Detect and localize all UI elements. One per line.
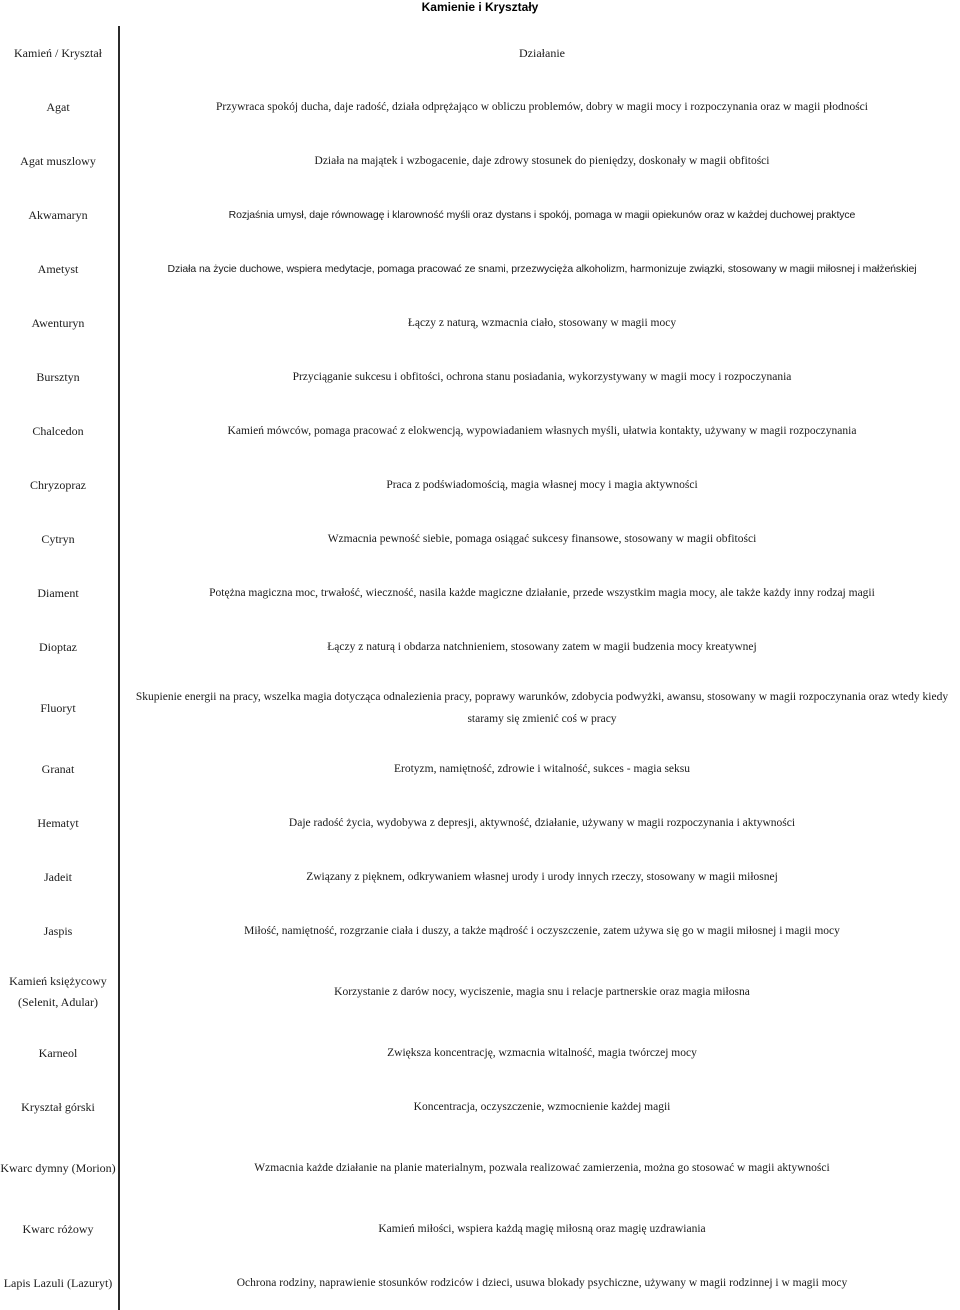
table-row [0,566,960,620]
stone-name: Cytryn [41,531,75,546]
page-title: Kamienie i Kryształy [421,0,539,14]
stone-effect: Kamień miłości, wspiera każdą magię miłosną oraz magię uzdrawiania [378,1223,706,1235]
table-row [0,350,960,404]
stone-effect: Korzystanie z darów nocy, wyciszenie, magia snu i relacje partnerskie oraz magia miłosna [334,986,750,998]
stone-effect: Związany z pięknem, odkrywaniem własnej urody i urody innych rzeczy, stosowany w magii miłosnej [306,871,778,883]
stone-effect: Praca z podświadomością, magia własnej mocy i magia aktywności [386,479,698,491]
table-row [0,458,960,512]
table-row [0,1026,960,1080]
table-row [0,1256,960,1310]
table-row [0,1080,960,1134]
table-row [0,742,960,796]
stone-name: Jadeit [44,869,72,884]
stone-effect: Wzmacnia pewność siebie, pomaga osiągać sukcesy finansowe, stosowany w magii obfitości [327,533,757,545]
stone-name: Kwarc różowy [22,1221,94,1236]
table-row [0,958,960,1026]
stone-name: Dioptaz [39,639,77,654]
table-row [0,904,960,958]
stone-effect: Kamień mówców, pomaga pracować z elokwencją, wypowiadaniem własnych myśli, ułatwia kontakty, używany w magii rozpoczynania [227,425,857,437]
stone-name: Kamień księżycowy (Selenit, Adular) [9,974,107,1009]
table-row [0,80,960,134]
stone-name: Ametyst [37,261,79,276]
stone-effect: Ochrona rodziny, naprawienie stosunków rodziców i dzieci, usuwa blokady psychiczne, używany w magii rodzinnej i w magii mocy [236,1277,848,1289]
table-row [0,674,960,742]
table-row [0,134,960,188]
table-row [0,188,960,242]
stone-name: Akwamaryn [28,207,88,222]
stone-effect: Łączy z naturą i obdarza natchnieniem, stosowany zatem w magii budzenia mocy kreatywnej [327,641,757,653]
table-row [0,620,960,674]
table-row [0,242,960,296]
stone-effect: Koncentracja, oczyszczenie, wzmocnienie każdej magii [413,1101,671,1113]
stone-effect: Łączy z naturą, wzmacnia ciało, stosowany w magii mocy [407,317,677,329]
stone-name: Awenturyn [31,315,85,330]
stone-name: Chryzopraz [30,477,86,492]
stone-name: Jaspis [43,923,73,938]
stone-name: Kryształ górski [21,1099,95,1114]
stone-effect: Skupienie energii na pracy, wszelka magia dotycząca odnalezienia pracy, poprawy warunków, zdobycia podwyżki, awansu, stosowany w magii rozpoczynania oraz wtedy kiedy staramy się zmienić coś w pracy [135,691,949,725]
stone-effect: Daje radość życia, wydobywa z depresji, aktywność, działanie, używany w magii rozpoczynania i aktywności [288,817,796,829]
stone-effect: Rozjaśnia umysł, daje równowagę i klarowność myśli oraz dystans i spokój, pomaga w magii opiekunów oraz w każdej duchowej praktyce [228,209,856,221]
stone-name: Karneol [38,1045,78,1060]
stone-effect: Potężna magiczna moc, trwałość, wieczność, nasila każde magiczne działanie, przede wszystkim magia mocy, ale także każdy inny rodzaj magii [209,587,875,599]
table-row [0,512,960,566]
table-row [0,1202,960,1256]
stone-name: Bursztyn [36,369,80,384]
stone-name: Agat [46,99,70,114]
stone-effect: Przyciąganie sukcesu i obfitości, ochrona stanu posiadania, wykorzystywany w magii mocy i rozpoczynania [292,371,792,383]
table-body [0,80,960,1310]
table-row [0,796,960,850]
header-stone-name: Kamień / Kryształ [14,45,102,60]
stones-table [0,26,960,1310]
stone-name: Chalcedon [32,423,84,438]
stone-name: Diament [37,585,79,600]
stone-effect: Erotyzm, namiętność, zdrowie i witalność, sukces - magia seksu [393,763,691,775]
stone-name: Agat muszlowy [20,153,96,168]
stone-name: Lapis Lazuli (Lazuryt) [3,1275,113,1290]
stone-effect: Przywraca spokój ducha, daje radość, działa odprężająco w obliczu problemów, dobry w magii mocy i rozpoczynania oraz w magii płodności [216,101,868,113]
table-row [0,404,960,458]
header-effect: Działanie [519,46,565,60]
stone-effect: Działa na majątek i wzbogacenie, daje zdrowy stosunek do pieniędzy, doskonały w magii obfitości [314,155,770,167]
stone-effect: Zwiększa koncentrację, wzmacnia witalność, magia twórczej mocy [387,1047,697,1059]
stone-effect: Wzmacnia każde działanie na planie materialnym, pozwala realizować zamierzenia, można go stosować w magii aktywności [254,1162,830,1174]
stone-name: Fluoryt [40,700,76,715]
stone-effect: Działa na życie duchowe, wspiera medytacje, pomaga pracować ze snami, przezwycięża alkoholizm, harmonizuje związki, stosowany w magii miłosnej i małżeńskiej [167,263,917,275]
table-header-row [0,26,960,80]
table-row [0,850,960,904]
stone-name: Kwarc dymny (Morion) [0,1160,116,1175]
stone-name: Granat [41,761,75,776]
stone-name: Hematyt [37,815,79,830]
table-row [0,1134,960,1202]
stone-effect: Miłość, namiętność, rozgrzanie ciała i duszy, a także mądrość i oczyszczenie, zatem używa się go w magii miłosnej i magii mocy [244,925,840,937]
table-row [0,296,960,350]
